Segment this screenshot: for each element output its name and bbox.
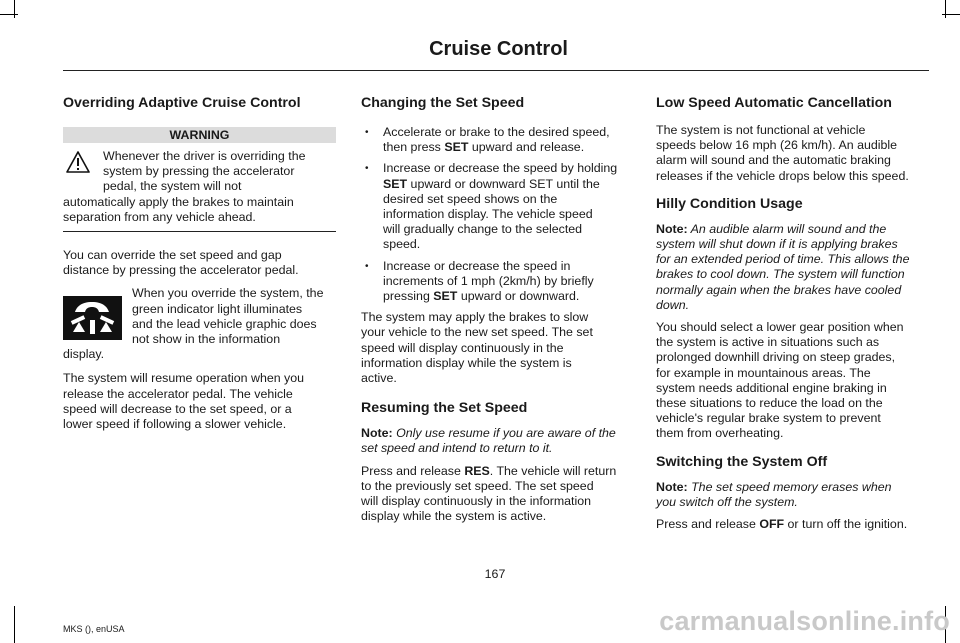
column-2 [361,95,633,524]
text-line: system needs additional engine braking in [656,380,887,395]
text-run: Only use resume if you are aware of the [392,426,616,441]
text-line: information display. The vehicle speed [383,207,593,222]
note-label: Note: [656,221,688,236]
off-button-label: OFF [759,517,785,532]
text-line: and the lead vehicle graphic does [132,316,317,331]
warning-line: pedal, the system will not [103,179,242,194]
text-line: green indicator light illuminates [132,301,303,316]
text-line: speeds below 16 mph (26 km/h). An audible [656,138,898,153]
crop-mark [942,14,960,15]
bullet-list [361,125,633,304]
warning-rule [63,231,336,232]
warning-line: automatically apply the brakes to maintain [63,194,294,209]
figure-block [63,286,336,362]
text-run: An audible alarm will sound and the [687,221,887,236]
watermark-text: carmanualsonline.info [659,606,950,636]
text-line: for example in mountainous areas. The [656,365,871,380]
lead-vehicle-indicator-icon [63,296,122,340]
paragraph [361,310,633,386]
paragraph [656,123,930,184]
text-run: then press [383,140,445,155]
text-line: release the accelerator pedal. The vehicle [63,386,293,401]
note [656,480,930,510]
text-line: releases if the vehicle drops below this speed. [656,168,909,183]
text-line: speed will decrease to the set speed, or a [63,401,292,416]
text-line: Accelerate or brake to the desired speed, [383,125,610,139]
list-item [361,125,633,155]
res-button-label: RES [464,463,490,478]
text-run: upward or downward. [457,289,580,304]
paragraph [63,248,336,278]
list-item [361,161,633,252]
text-run: The set speed memory erases when [687,479,892,494]
crop-mark [0,14,18,15]
paragraph [656,320,930,442]
text-line: increments of 1 mph (2km/h) by briefly [383,273,594,288]
text-line: system will shut down if it is applying brakes [656,237,898,252]
text-line: active. [361,371,397,386]
text-line: Increase or decrease the speed by holding [383,161,618,176]
set-button-label: SET [383,176,408,191]
page-title: Cruise Control [429,38,568,60]
text-line: your vehicle to the new set speed. The set [361,325,593,340]
text-line: The system is not functional at vehicle [656,123,866,137]
text-line: them from overheating. [656,426,784,441]
text-line: Increase or decrease the speed in [383,258,571,273]
text-line: you switch off the system. [656,494,798,509]
text-line: alarm will sound and the automatic braking [656,153,891,168]
text-line: The system may apply the brakes to slow [361,310,589,325]
text-line: these situations to reduce the load on the [656,396,883,411]
section-heading: Low Speed Automatic Cancellation [656,95,892,111]
text-line: the system is active in situations such as [656,335,880,350]
paragraph [63,371,336,432]
model-code: MKS (), enUSA [63,624,125,634]
text-line: display while the system is active. [361,509,547,524]
text-run: Press and release [361,463,465,478]
note-label: Note: [361,426,393,441]
text-run: . The vehicle will return [489,463,617,478]
text-line: You should select a lower gear position when [656,320,904,335]
section-heading: Hilly Condition Usage [656,195,803,212]
crop-mark [14,0,15,18]
warning-line: Whenever the driver is overriding the [103,149,306,163]
note-label: Note: [656,479,688,494]
warning-label: WARNING [63,127,336,143]
text-line: prolonged downhill driving on steep grades, [656,350,896,365]
warning-line: system by pressing the accelerator [103,164,295,179]
text-line: vehicle's regular brake system to prevent [656,411,881,426]
text-line: The system will resume operation when you [63,371,305,386]
warning-triangle-icon [66,151,90,173]
text-run: upward and release. [468,140,585,155]
text-run: Press and release [656,517,760,532]
crop-mark [14,606,15,643]
text-line: desired set speed shows on the [383,191,558,206]
paragraph [656,517,930,532]
text-line: You can override the set speed and gap [63,248,282,263]
text-line: brakes to cool down. The system will function [656,267,905,282]
page-number: 167 [484,567,506,581]
text-line: When you override the system, the [132,286,324,301]
column-1 [63,95,336,432]
text-line: not show in the information [132,332,281,347]
warning-box [63,127,336,232]
warning-line: separation from any vehicle ahead. [63,209,256,224]
note [656,222,930,313]
crop-mark [945,0,946,18]
text-run: pressing [383,289,434,304]
text-line: set speed and intend to return to it. [361,441,553,456]
text-line: distance by pressing the accelerator pedal. [63,263,299,278]
text-line: normally again when the brakes have cooled [656,282,902,297]
text-line: display. [63,347,105,362]
text-line: will gradually change to the selected [383,222,583,237]
set-button-label: SET [444,140,469,155]
text-line: will display continuously in the information [361,494,592,509]
set-button-label: SET [433,289,458,304]
text-line: for an extended period of time. This allows the [656,252,910,267]
section-heading: Switching the System Off [656,453,828,470]
section-heading: Resuming the Set Speed [361,400,528,417]
text-line: speed will display continuously in the [361,340,564,355]
text-line: lower speed if following a slower vehicle. [63,417,287,432]
text-run: upward or downward SET until the [407,176,600,191]
text-line: speed. [383,237,421,252]
text-run: or turn off the ignition. [784,517,908,532]
list-item [361,259,633,305]
header-rule [63,70,929,71]
note [361,426,633,456]
text-line: information display while the system is [361,355,572,370]
section-heading: Changing the Set Speed [361,95,525,111]
text-line: down. [656,297,690,312]
section-heading: Overriding Adaptive Cruise Control [63,95,301,111]
paragraph [361,464,633,525]
column-3 [656,95,930,532]
text-line: to the previously set speed. The set speed [361,478,594,493]
